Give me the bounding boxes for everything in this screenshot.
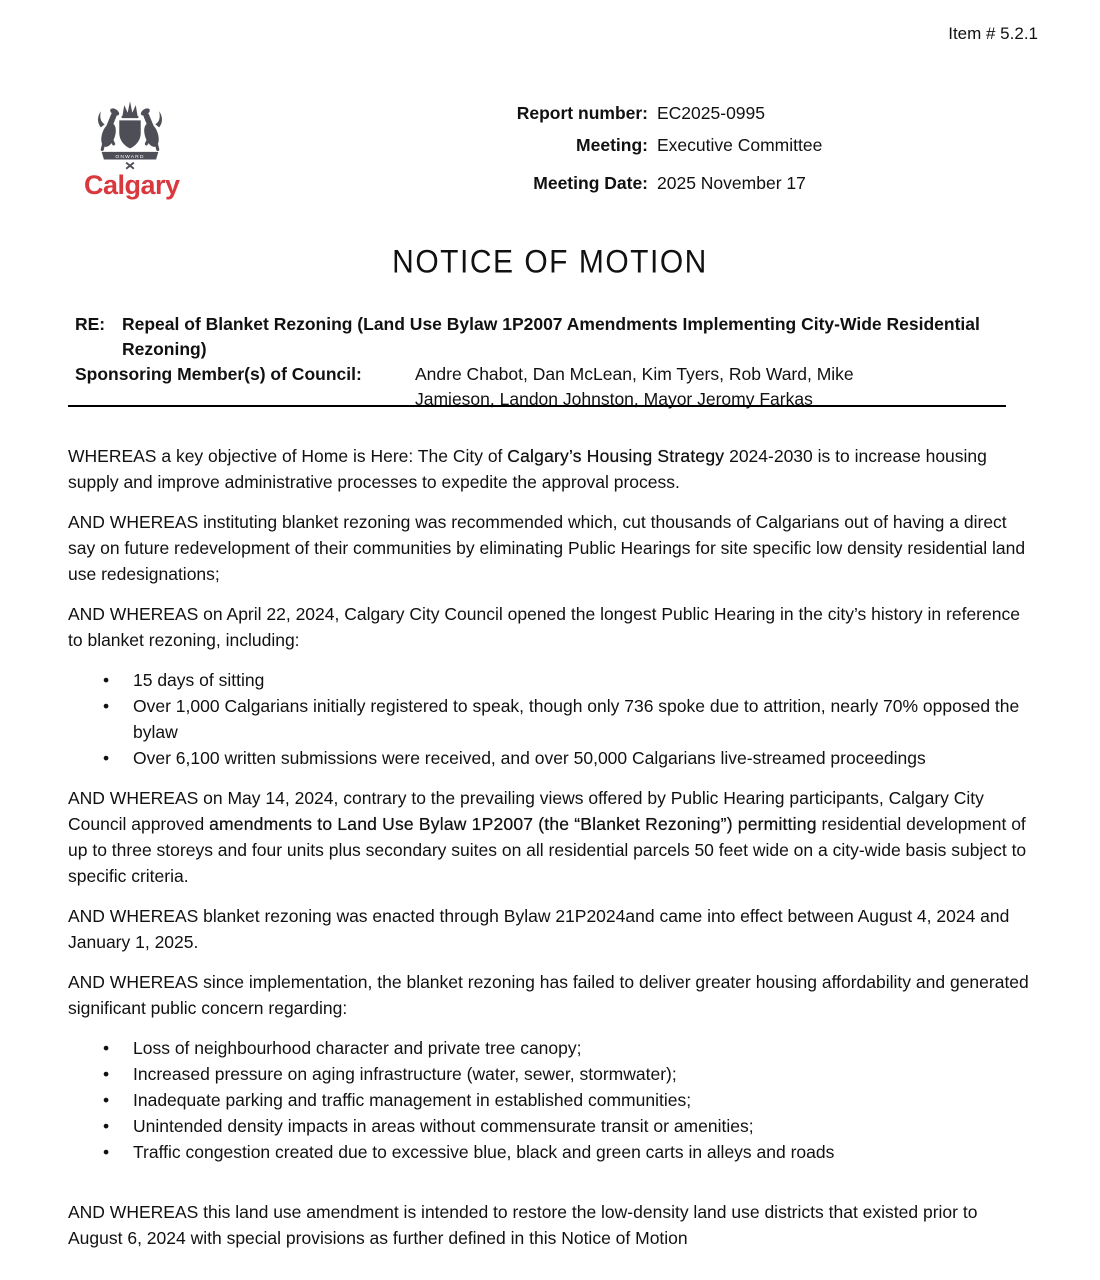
- housing-strategy-emphasis: Calgary’s Housing Strategy: [507, 446, 725, 466]
- re-block: [75, 312, 1015, 412]
- paragraph-text: WHEREAS a key objective of Home is Here: The City of: [68, 446, 508, 466]
- paragraph-whereas-3: AND WHEREAS on April 22, 2024, Calgary City Council opened the longest Public Hearing in the city’s history in reference to blanket rezoning, including:: [68, 604, 1020, 650]
- meeting-date-value: 2025 November 17: [657, 173, 806, 193]
- calgary-crest-icon: [84, 98, 176, 172]
- paragraph-whereas-2: AND WHEREAS instituting blanket rezoning was recommended which, cut thousands of Calgarians out of having a direct say on future redevelopment of their communities by eliminating Public Hearings for site specific low density residential land use redesignations;: [68, 512, 1026, 584]
- paragraph-text: 2024-2030 is to increase housing supply and improve administrative processes to expedite the approval process.: [68, 446, 987, 492]
- paragraph-text: residential development of up to three storeys and four units plus secondary suites on all residential parcels 50 feet wide on a city-wide basis subject to specific criteria.: [68, 814, 1027, 886]
- re-subject: Repeal of Blanket Rezoning (Land Use Bylaw 1P2007 Amendments Implementing City-Wide Residential Rezoning): [122, 314, 980, 359]
- list-item: • 15 days of sitting: [68, 667, 1031, 693]
- meta-row-meeting-date: [400, 173, 880, 194]
- paragraph-whereas-4: [68, 785, 1031, 889]
- hearing-facts-list: [68, 667, 1031, 771]
- list-item: • Inadequate parking and traffic management in established communities;: [68, 1087, 1031, 1113]
- list-item: • Traffic congestion created due to excessive blue, black and green carts in alleys and roads: [68, 1139, 1031, 1165]
- sponsor-label: Sponsoring Member(s) of Council:: [75, 364, 362, 384]
- re-row: [75, 312, 1015, 362]
- meeting-date-label: Meeting Date:: [533, 173, 648, 193]
- report-meta: [400, 103, 880, 194]
- list-item: • Increased pressure on aging infrastructure (water, sewer, stormwater);: [68, 1061, 1031, 1087]
- meta-row-report-number: [400, 103, 880, 124]
- bylaw-amendments-emphasis: amendments to Land Use Bylaw 1P2007 (the “Blanket Rezoning”) permitting: [209, 814, 817, 834]
- list-item: • Over 6,100 written submissions were received, and over 50,000 Calgarians live-streamed proceedings: [68, 745, 1031, 771]
- sponsor-value: Andre Chabot, Dan McLean, Kim Tyers, Rob Ward, Mike Jamieson, Landon Johnston, Mayor Jeromy Farkas: [415, 364, 854, 409]
- report-number-value: EC2025-0995: [657, 103, 765, 123]
- paragraph-whereas-1: [68, 443, 1031, 495]
- meta-row-meeting: [400, 135, 880, 156]
- page-title: NOTICE OF MOTION: [392, 244, 708, 281]
- meeting-label: Meeting:: [576, 135, 648, 155]
- list-item: • Unintended density impacts in areas without commensurate transit or amenities;: [68, 1113, 1031, 1139]
- item-number: Item # 5.2.1: [948, 24, 1038, 43]
- paragraph-whereas-5: AND WHEREAS blanket rezoning was enacted through Bylaw 21P2024and came into effect between August 4, 2024 and January 1, 2025.: [68, 906, 1010, 952]
- motion-body: [68, 443, 1031, 1265]
- paragraph-text: AND WHEREAS on May 14, 2024, contrary to the prevailing views offered by Public Hearing participants, Calgary City Council approved: [68, 788, 984, 834]
- paragraph-whereas-7: AND WHEREAS this land use amendment is intended to restore the low-density land use districts that existed prior to August 6, 2024 with special provisions as further defined in this Notice of Motion: [68, 1202, 978, 1248]
- paragraph-whereas-6: AND WHEREAS since implementation, the blanket rezoning has failed to deliver greater housing affordability and generated significant public concern regarding:: [68, 972, 1029, 1018]
- header-divider: [68, 405, 1006, 407]
- calgary-wordmark: Calgary: [84, 170, 180, 200]
- list-item: • Loss of neighbourhood character and private tree canopy;: [68, 1035, 1031, 1061]
- report-number-label: Report number:: [516, 103, 648, 123]
- crest-banner-motto: ONWARD: [115, 154, 145, 160]
- calgary-logo: [84, 98, 180, 200]
- list-item: • Over 1,000 Calgarians initially registered to speak, though only 736 spoke due to attrition, nearly 70% opposed the bylaw: [68, 693, 1031, 745]
- re-label: RE:: [75, 314, 106, 334]
- public-concern-list: [68, 1035, 1031, 1165]
- meeting-value: Executive Committee: [657, 135, 823, 155]
